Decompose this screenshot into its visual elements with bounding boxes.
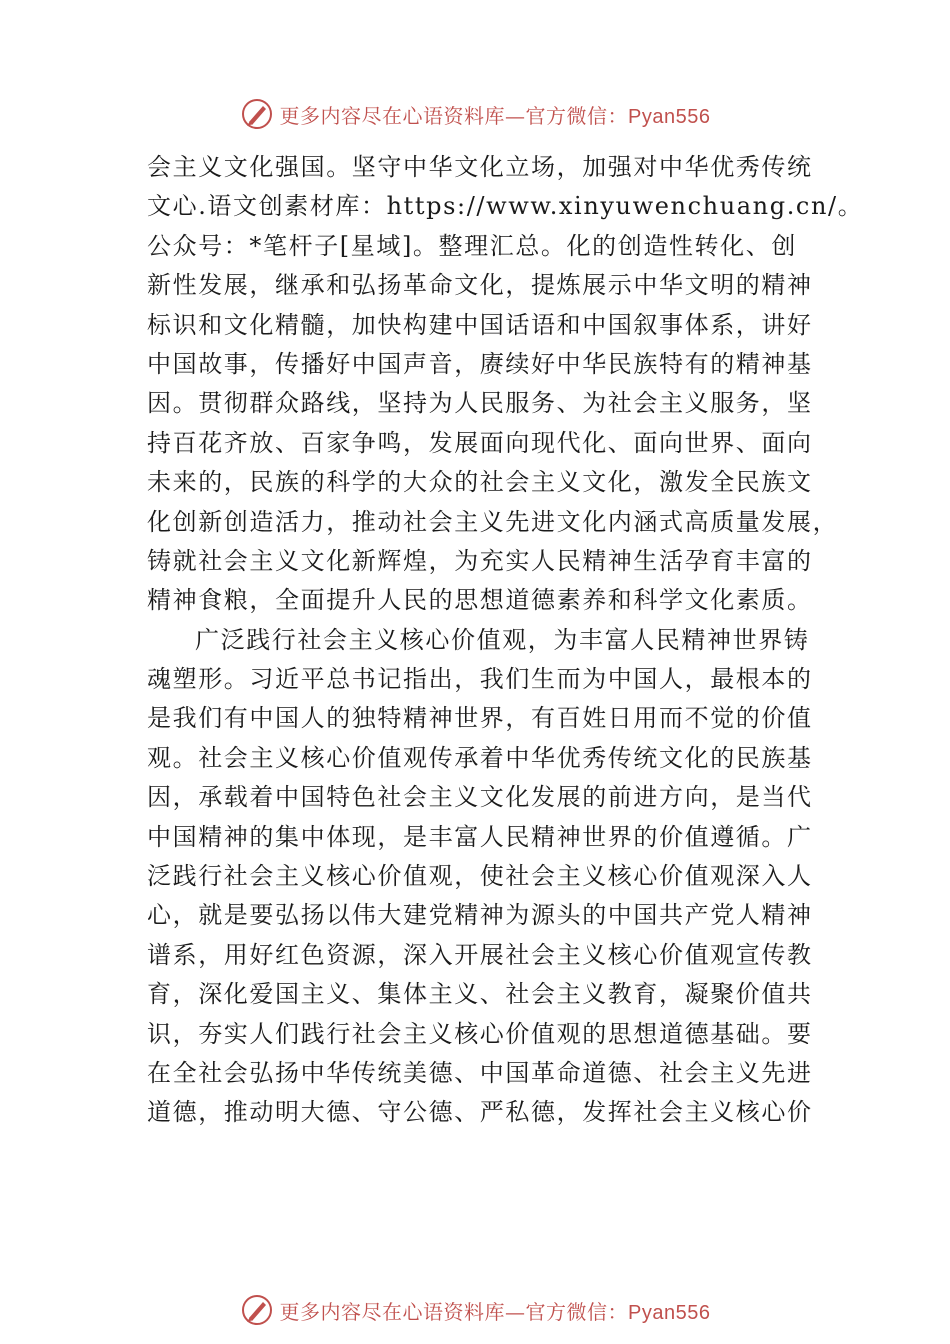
text-line: 识，夯实人们践行社会主义核心价值观的思想道德基础。要 xyxy=(147,1019,813,1048)
text-line: 在全社会弘扬中华传统美德、中国革命道德、社会主义先进 xyxy=(147,1058,813,1087)
text-line: 精神食粮，全面提升人民的思想道德素养和科学文化素质。 xyxy=(147,586,813,615)
header-watermark-banner xyxy=(0,94,950,134)
text-line: 文心.语文创素材库：https://www.xinyuwenchuang.cn/。 xyxy=(147,192,864,221)
text-line: 道德，推动明大德、守公德、严私德，发挥社会主义核心价 xyxy=(147,1098,813,1127)
text-line: 育，深化爱国主义、集体主义、社会主义教育，凝聚价值共 xyxy=(147,980,813,1009)
text-line: 是我们有中国人的独特精神世界，有百姓日用而不觉的价值 xyxy=(147,704,813,733)
text-line: 中国精神的集中体现，是丰富人民精神世界的价值遵循。广 xyxy=(147,822,813,851)
text-line: 中国故事，传播好中国声音，赓续好中华民族特有的精神基 xyxy=(147,349,813,378)
banner-text: 更多内容尽在心语资料库—官方微信：Pyan556 xyxy=(279,1299,711,1324)
text-line: 心，就是要弘扬以伟大建党精神为源头的中国共产党人精神 xyxy=(147,901,813,930)
banner-text: 更多内容尽在心语资料库—官方微信：Pyan556 xyxy=(279,103,711,128)
pen-logo-icon xyxy=(240,97,274,131)
pen-logo-icon xyxy=(240,1293,274,1327)
text-line: 公众号：*笔杆子[星域]。整理汇总。化的创造性转化、创 xyxy=(147,231,797,260)
text-line: 持百花齐放、百家争鸣，发展面向现代化、面向世界、面向 xyxy=(147,428,813,457)
text-line: 新性发展，继承和弘扬革命文化，提炼展示中华文明的精神 xyxy=(147,271,813,300)
text-line: 谱系，用好红色资源，深入开展社会主义核心价值观宣传教 xyxy=(147,940,813,969)
wechat-id: Pyan556 xyxy=(628,105,711,128)
text-line: 未来的，民族的科学的大众的社会主义文化，激发全民族文 xyxy=(147,468,813,497)
footer-watermark-banner xyxy=(0,1290,950,1330)
text-line: 化创新创造活力，推动社会主义先进文化内涵式高质量发展， xyxy=(147,507,839,536)
text-line: 因。贯彻群众路线，坚持为人民服务、为社会主义服务，坚 xyxy=(147,389,813,418)
paragraph-start-line: 广泛践行社会主义核心价值观，为丰富人民精神世界铸 xyxy=(195,625,810,654)
text-line: 泛践行社会主义核心价值观，使社会主义核心价值观深入人 xyxy=(147,862,813,891)
text-line: 魂塑形。习近平总书记指出，我们生而为中国人，最根本的 xyxy=(147,665,813,694)
wechat-id: Pyan556 xyxy=(628,1301,711,1324)
text-line: 铸就社会主义文化新辉煌，为充实人民精神生活孕育丰富的 xyxy=(147,546,813,575)
text-line: 会主义文化强国。坚守中华文化立场，加强对中华优秀传统 xyxy=(147,153,813,181)
document-body xyxy=(147,148,864,1133)
text-line: 标识和文化精髓，加快构建中国话语和中国叙事体系，讲好 xyxy=(147,310,813,339)
text-line: 因，承载着中国特色社会主义文化发展的前进方向，是当代 xyxy=(147,783,813,812)
text-line: 观。社会主义核心价值观传承着中华优秀传统文化的民族基 xyxy=(147,743,813,772)
